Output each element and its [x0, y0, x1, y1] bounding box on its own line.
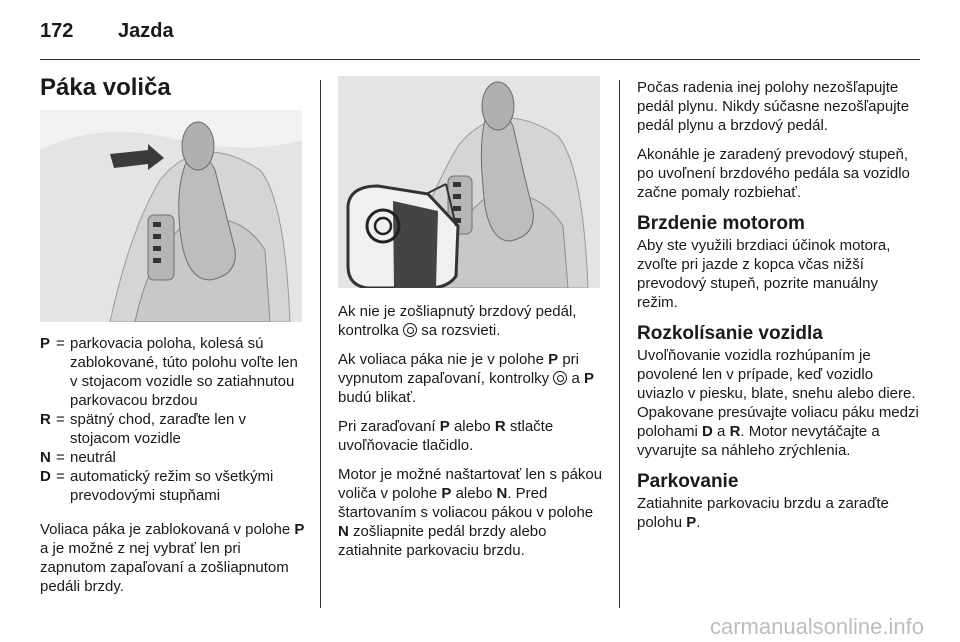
paragraph: Aby ste využili brzdiaci účinok motora, zvoľte pri jazde z kopca včas nižší prevodový stupeň, pozrite manuálny režim. — [637, 237, 891, 311]
paragraph: Motor je možné naštartovať len s pákou voliča v polohe P alebo N. Pred štartovaním s voliacou pákou v polohe N zošliapnite pedál brzdy alebo zatiahnite parkovaciu brzdu. — [338, 466, 603, 559]
legend-eq: = — [56, 335, 65, 352]
legend-key: R — [40, 411, 51, 428]
legend-item — [40, 334, 305, 410]
legend-text: neutrál — [70, 449, 116, 466]
paragraph: Zatiahnite parkovaciu brzdu a zaraďte polohu P. — [637, 495, 889, 531]
legend-item — [40, 410, 305, 448]
subheading: Brzdenie motorom — [637, 213, 805, 234]
legend-list — [40, 334, 305, 596]
legend-eq: = — [56, 449, 65, 466]
subheading: Rozkolísanie vozidla — [637, 323, 823, 344]
legend-item — [40, 448, 305, 467]
chapter-title: Jazda — [118, 20, 174, 42]
legend-item — [40, 467, 305, 505]
legend-text: parkovacia poloha, kolesá sú zablokované, túto polohu voľte len v stojacom vozidle so zatiahnutou parkovacou brzdou — [70, 335, 298, 409]
gear-selector-illustration — [40, 110, 302, 322]
page-header — [0, 0, 960, 60]
page-number: 172 — [40, 20, 74, 42]
brake-warning-icon — [553, 371, 567, 385]
section-title: Páka voliča — [40, 74, 171, 101]
paragraph: Ak voliaca páka nie je v polohe P pri vypnutom zapaľovaní, kontrolky a P budú blikať. — [338, 351, 595, 406]
legend-text: spätný chod, zaraďte len v stojacom vozidle — [70, 411, 246, 447]
paragraph: Uvoľňovanie vozidla rozhúpaním je povolené len v prípade, keď vozidlo uviazlo v piesku, blate, snehu alebo diere. Opakovane presúvajte voliacu páku medzi polohami D a R. Motor nevytáčajte a vyvarujte sa náhleho zrýchlenia. — [637, 347, 919, 459]
brake-warning-icon — [403, 323, 417, 337]
column-divider — [320, 80, 321, 608]
gear-selector-figure — [40, 110, 302, 322]
subheading: Parkovanie — [637, 471, 739, 492]
paragraph: Akonáhle je zaradený prevodový stupeň, po uvoľnení brzdového pedála sa vozidlo začne pomaly rozbiehať. — [637, 146, 910, 201]
brake-indicator-illustration — [338, 76, 600, 288]
column-2-text — [338, 302, 606, 570]
legend-key: N — [40, 449, 51, 466]
paragraph: Pri zaraďovaní P alebo R stlačte uvoľňovacie tlačidlo. — [338, 418, 554, 454]
watermark: carmanualsonline.info — [709, 614, 924, 639]
legend-key: P — [40, 335, 51, 352]
legend-text: automatický režim so všetkými prevodovými stupňami — [70, 468, 274, 504]
lock-paragraph: Voliaca páka je zablokovaná v polohe P a je možné z nej vybrať len pri zapnutom zapaľovaní a zošliapnutom pedáli brzdy. — [40, 521, 305, 595]
legend-eq: = — [56, 468, 65, 485]
header-rule — [40, 59, 920, 60]
column-divider — [619, 80, 620, 608]
paragraph: Počas radenia inej polohy nezošľapujte pedál plynu. Nikdy súčasne nezošľapujte pedál plynu a brzdový pedál. — [637, 79, 910, 134]
brake-indicator-figure — [338, 76, 600, 288]
legend-eq: = — [56, 411, 65, 428]
paragraph: Ak nie je zošliapnutý brzdový pedál, kontrolka sa rozsvieti. — [338, 303, 577, 339]
legend-key: D — [40, 468, 51, 485]
column-3-text — [637, 78, 922, 542]
